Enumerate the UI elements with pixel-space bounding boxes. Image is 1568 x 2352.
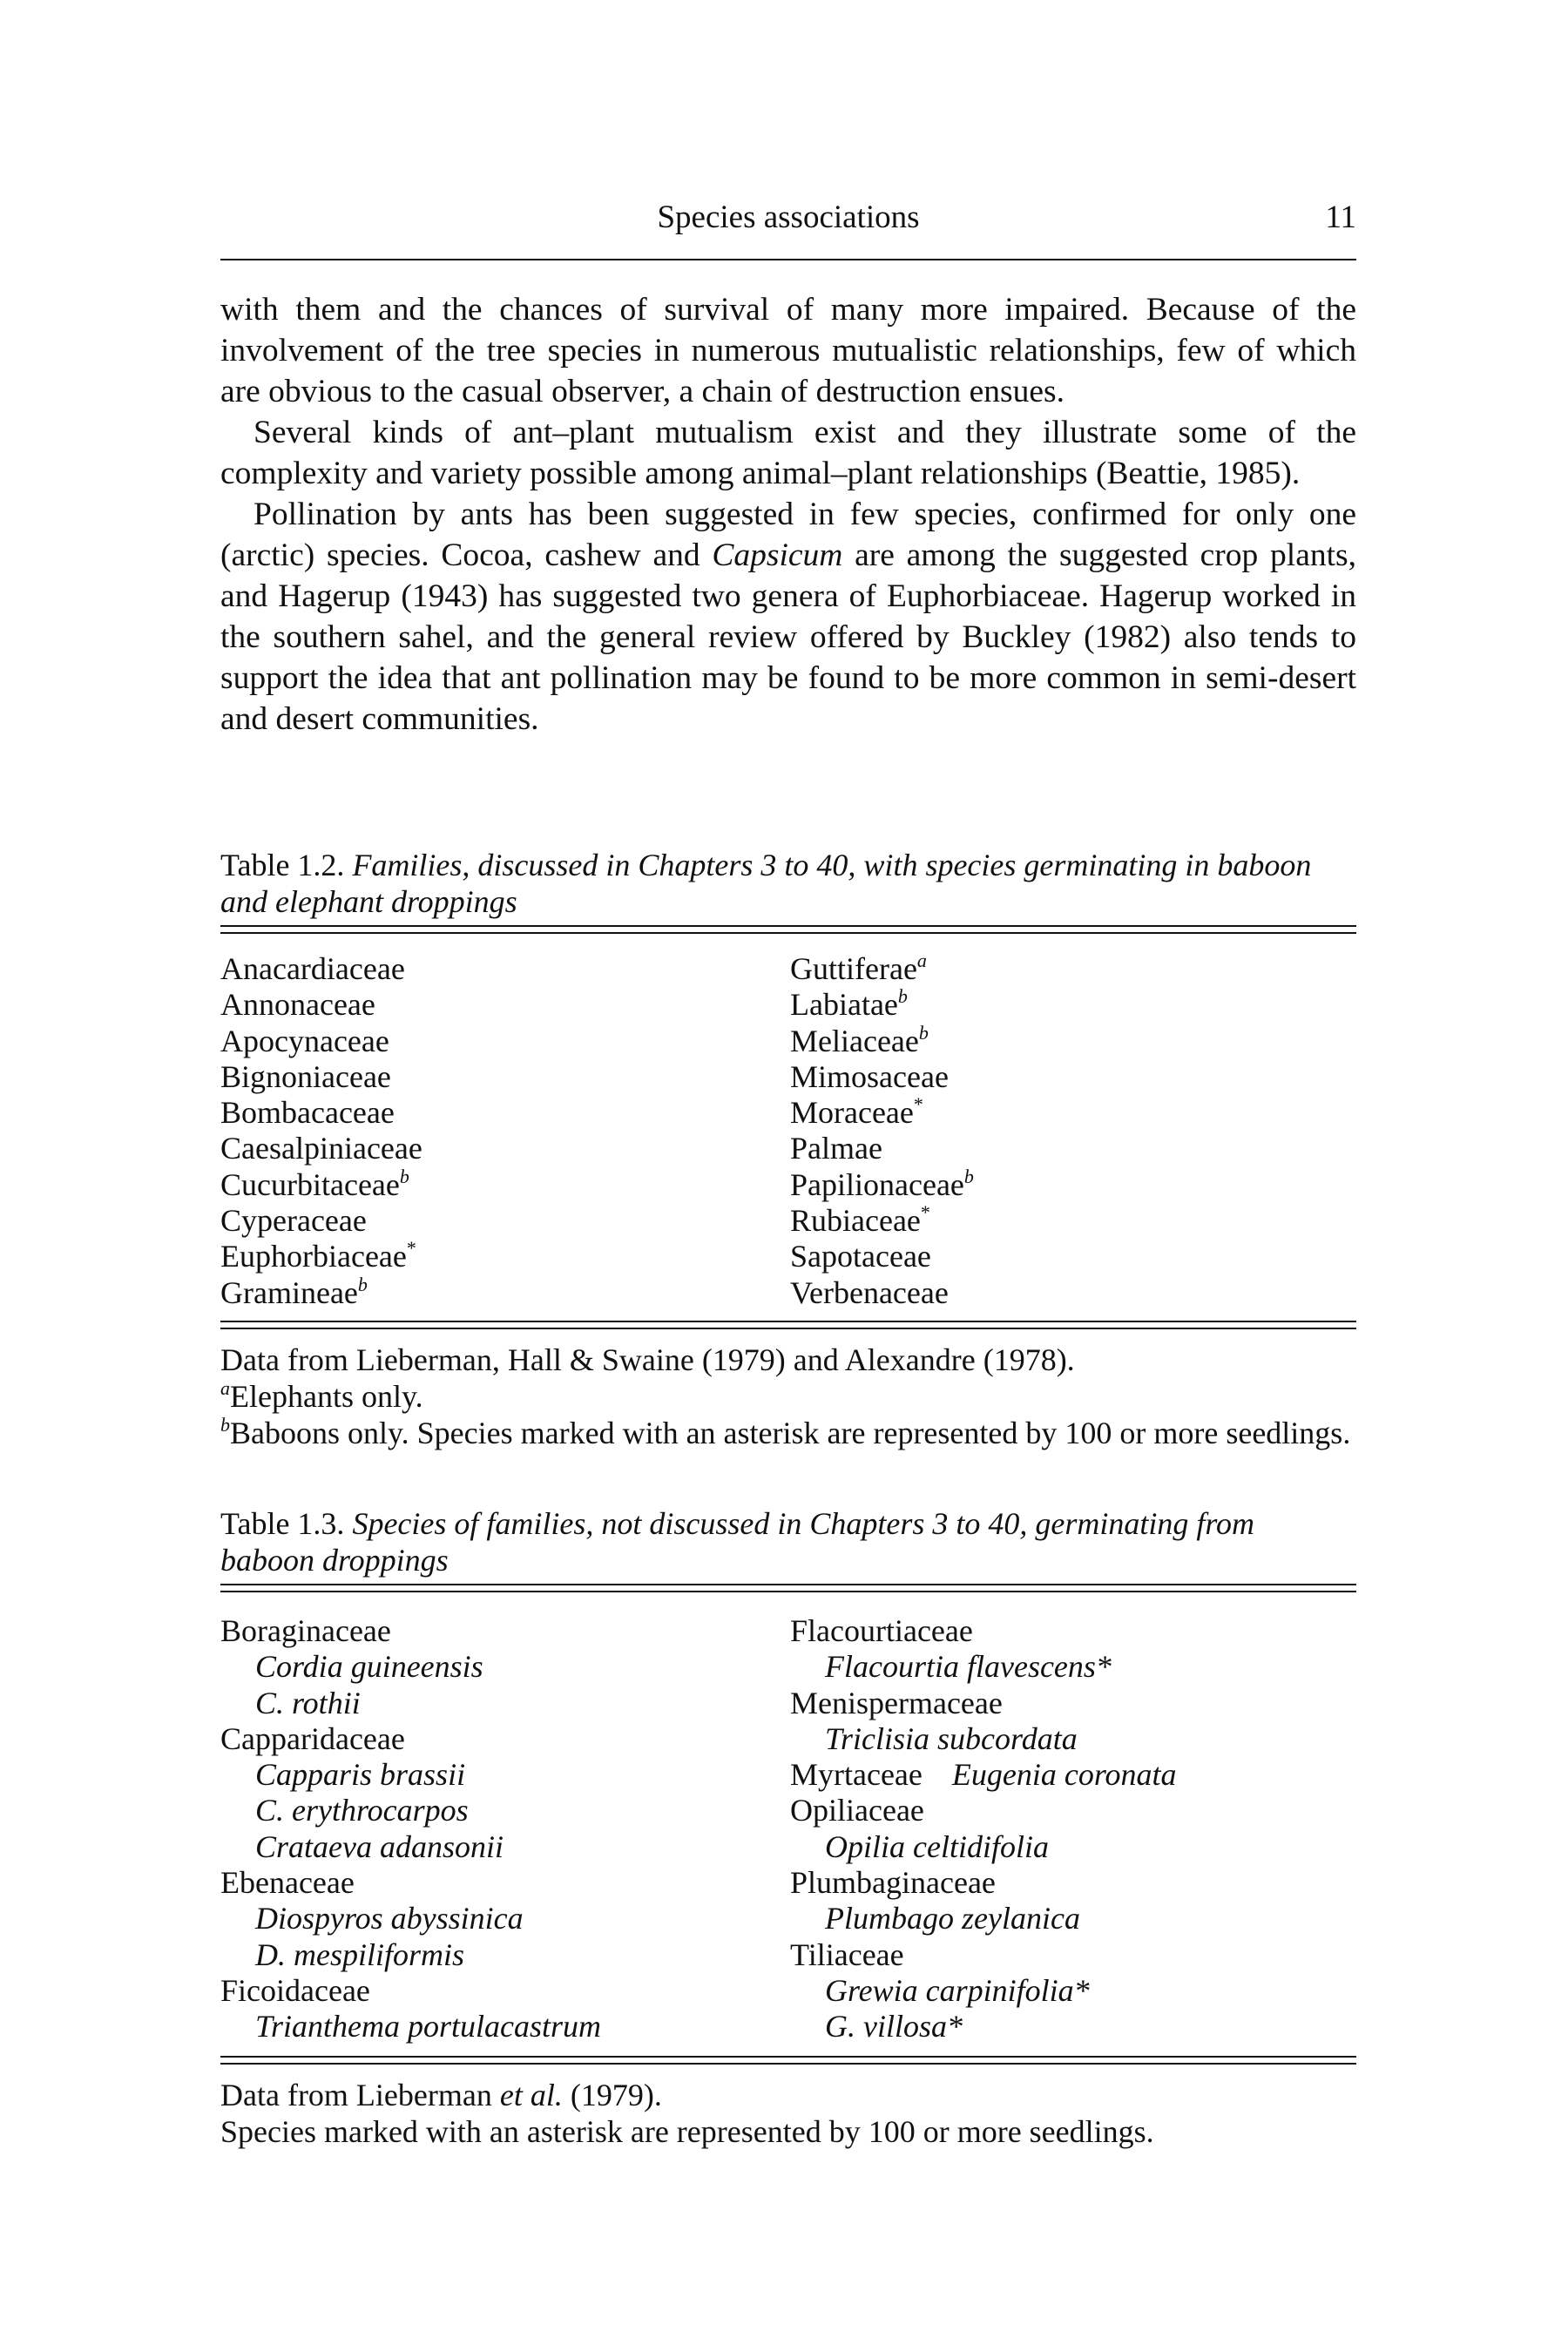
table-row: [220, 1131, 422, 1166]
family-row: [220, 1721, 601, 1757]
species-row: [220, 1686, 601, 1721]
source-text: Data from Lieberman: [220, 2078, 500, 2112]
family-name: Tiliaceae: [790, 1936, 904, 1972]
table-1-2-bottom-rule-1: [220, 1321, 1356, 1322]
footnote-mark: *: [913, 1093, 923, 1116]
table-1-3-note: Species marked with an asterisk are represented by 100 or more seedlings.: [220, 2114, 1154, 2149]
table-row: [220, 1275, 422, 1311]
table-1-2-notes: [220, 1342, 1356, 1451]
footnote-mark: b: [918, 1021, 929, 1044]
table-1-3-label: Table 1.3.: [220, 1506, 345, 1541]
family-name: Papilionaceae: [790, 1166, 964, 1202]
species-name: D. mespiliformis: [255, 1936, 465, 1972]
family-name: Boraginaceae: [220, 1613, 391, 1648]
table-row: [790, 1059, 974, 1095]
species-name: C. rothii: [255, 1685, 361, 1720]
footnote-mark: b: [357, 1273, 368, 1295]
family-row: [220, 1865, 601, 1901]
family-name: Flacourtiaceae: [790, 1613, 973, 1648]
table-1-2-left-column: [220, 951, 422, 1311]
species-row: [790, 1721, 1177, 1757]
species-name: G. villosa*: [825, 2009, 963, 2044]
family-name: Verbenaceae: [790, 1274, 949, 1310]
species-name: Eugenia coronata: [951, 1757, 1177, 1793]
table-1-2-top-rule-1: [220, 925, 1356, 927]
paragraph-3-text-end: are among the suggested crop plants, and Hagerup (1943) has suggested two genera of Euphorbiaceae. Hagerup worked in the southern sahel, and the general review offered by Buckley (1982) also tends to support the idea that ant pollination may be found to be more common in semi-desert and desert communities.: [220, 537, 1356, 737]
family-row: [790, 1757, 1177, 1793]
family-name: Menispermaceae: [790, 1685, 1003, 1720]
table-row: [220, 1167, 422, 1203]
header-rule: [220, 259, 1356, 260]
family-name: Apocynaceae: [220, 1023, 389, 1058]
family-name: Plumbaginaceae: [790, 1865, 996, 1901]
footnote-mark: a: [916, 950, 927, 971]
paragraph-1: with them and the chances of survival of many more impaired. Because of the involvement of the tree species in numerous mutualistic relationships, few of which are obvious to the casual observer, a chain of destruction ensues.: [220, 292, 1356, 409]
family-name: Caesalpiniaceae: [220, 1131, 422, 1166]
table-1-2-caption-text: Families, discussed in Chapters 3 to 40, with species germinating in baboon and elephant droppings: [220, 848, 1312, 919]
table-1-3-bottom-rule-1: [220, 2056, 1356, 2058]
table-row: [790, 1167, 974, 1203]
species-row: [220, 1793, 601, 1828]
page-number: 11: [1325, 199, 1356, 235]
table-row: [220, 987, 422, 1023]
source-et-al: et al.: [499, 2078, 563, 2112]
table-1-2-right-column: [790, 951, 974, 1311]
species-name: Grewia carpinifolia*: [825, 1972, 1090, 2008]
table-1-3-left-column: [220, 1613, 601, 2045]
family-name: Bombacaceae: [220, 1095, 395, 1131]
paragraph-3-genus: Capsicum: [712, 537, 843, 573]
table-1-2-label: Table 1.2.: [220, 848, 345, 882]
note-a-text: Elephants only.: [230, 1379, 423, 1414]
family-name: Cucurbitaceae: [220, 1166, 400, 1202]
table-row: [220, 1024, 422, 1059]
species-row: [790, 1649, 1177, 1685]
table-row: [220, 1095, 422, 1131]
family-name: Cyperaceae: [220, 1203, 367, 1239]
table-1-3-caption: [220, 1505, 1356, 1578]
family-name: Myrtaceae: [790, 1757, 923, 1793]
species-row: [220, 1829, 601, 1865]
table-1-3-top-rule-2: [220, 1591, 1356, 1592]
family-name: Anacardiaceae: [220, 951, 405, 986]
source-year: (1979).: [562, 2078, 662, 2112]
species-row: [220, 2009, 601, 2044]
family-name: Guttiferae: [790, 951, 917, 986]
paragraph-2: Several kinds of ant–plant mutualism exist and they illustrate some of the complexity and variety possible among animal–plant relationships (Beattie, 1985).: [220, 415, 1356, 491]
species-name: Capparis brassii: [255, 1757, 466, 1793]
running-head: [220, 193, 1356, 242]
table-1-3-notes: [220, 2077, 1356, 2150]
species-name: Crataeva adansonii: [255, 1828, 504, 1864]
family-name: Ebenaceae: [220, 1865, 355, 1901]
species-row: [790, 2009, 1177, 2044]
species-name: Triclisia subcordata: [825, 1720, 1078, 1756]
table-row: [220, 1203, 422, 1239]
note-b-text: Baboons only. Species marked with an asterisk are represented by 100 or more seedlings.: [230, 1416, 1351, 1450]
table-row: [790, 951, 974, 987]
family-name: Opiliaceae: [790, 1793, 924, 1828]
footnote-mark: *: [406, 1237, 416, 1260]
table-row: [220, 1239, 422, 1274]
species-name: Trianthema portulacastrum: [255, 2009, 602, 2044]
footnote-mark: b: [963, 1165, 974, 1187]
family-name: Gramineae: [220, 1274, 358, 1310]
family-name: Meliaceae: [790, 1023, 919, 1058]
table-row: [220, 1059, 422, 1095]
species-row: [790, 1901, 1177, 1936]
family-row: [220, 1973, 601, 2009]
table-1-3-top-rule-1: [220, 1584, 1356, 1585]
family-name: Rubiaceae: [790, 1203, 921, 1239]
table-row: [790, 1095, 974, 1131]
family-row: [790, 1686, 1177, 1721]
family-name: Moraceae: [790, 1095, 914, 1131]
table-row: [790, 1239, 974, 1274]
family-name: Annonaceae: [220, 987, 375, 1023]
family-name: Ficoidaceae: [220, 1972, 370, 2008]
footnote-mark: *: [920, 1201, 930, 1224]
table-row: [220, 951, 422, 987]
body-text: [220, 289, 1356, 740]
note-a-mark: a: [220, 1377, 230, 1399]
table-1-3-right-column: [790, 1613, 1177, 2045]
table-1-2-note-b: [220, 1415, 1356, 1451]
family-row: [790, 1613, 1177, 1649]
species-name: C. erythrocarpos: [255, 1793, 469, 1828]
paragraph-3-text: Pollination by ants has been suggested in few species, confirmed for only one (arctic) species. Cocoa, cashew and: [220, 497, 1356, 573]
species-name: Opilia celtidifolia: [825, 1828, 1049, 1864]
table-1-3-bottom-rule-2: [220, 2063, 1356, 2065]
family-name: Mimosaceae: [790, 1058, 949, 1094]
footnote-mark: b: [399, 1165, 409, 1187]
species-name: Diospyros abyssinica: [255, 1901, 524, 1936]
species-name: Flacourtia flavescens*: [825, 1649, 1112, 1685]
family-row: [790, 1793, 1177, 1828]
table-row: [790, 1275, 974, 1311]
table-row: [790, 1131, 974, 1166]
table-1-2-bottom-rule-2: [220, 1328, 1356, 1329]
species-row: [790, 1973, 1177, 2009]
table-row: [790, 987, 974, 1023]
family-name: Capparidaceae: [220, 1720, 405, 1756]
family-name: Euphorbiaceae: [220, 1239, 407, 1274]
species-name: Cordia guineensis: [255, 1649, 483, 1685]
family-row: [220, 1613, 601, 1649]
species-row: [220, 1649, 601, 1685]
species-row: [790, 1829, 1177, 1865]
table-1-3-caption-text: Species of families, not discussed in Chapters 3 to 40, germinating from baboon droppings: [220, 1506, 1255, 1578]
family-name: Sapotaceae: [790, 1239, 931, 1274]
table-1-2-top-rule-2: [220, 932, 1356, 934]
family-row: [790, 1937, 1177, 1973]
table-1-2-source: Data from Lieberman, Hall & Swaine (1979) and Alexandre (1978).: [220, 1342, 1075, 1377]
table-row: [790, 1021, 974, 1059]
note-b-mark: b: [220, 1414, 230, 1436]
species-name: Plumbago zeylanica: [825, 1901, 1080, 1936]
species-row: [220, 1757, 601, 1793]
running-head-title: Species associations: [657, 199, 920, 235]
family-name: Bignoniaceae: [220, 1058, 391, 1094]
species-row: [220, 1901, 601, 1936]
family-name: Labiatae: [790, 987, 898, 1023]
table-1-2-note-a: [220, 1378, 1356, 1415]
family-name: Palmae: [790, 1131, 882, 1166]
table-row: [790, 1203, 974, 1239]
paragraph-3: [220, 494, 1356, 740]
footnote-mark: b: [897, 985, 908, 1008]
table-1-3-source: [220, 2077, 1356, 2113]
family-row: [790, 1865, 1177, 1901]
table-1-2-caption: [220, 847, 1356, 920]
species-row: [220, 1937, 601, 1973]
